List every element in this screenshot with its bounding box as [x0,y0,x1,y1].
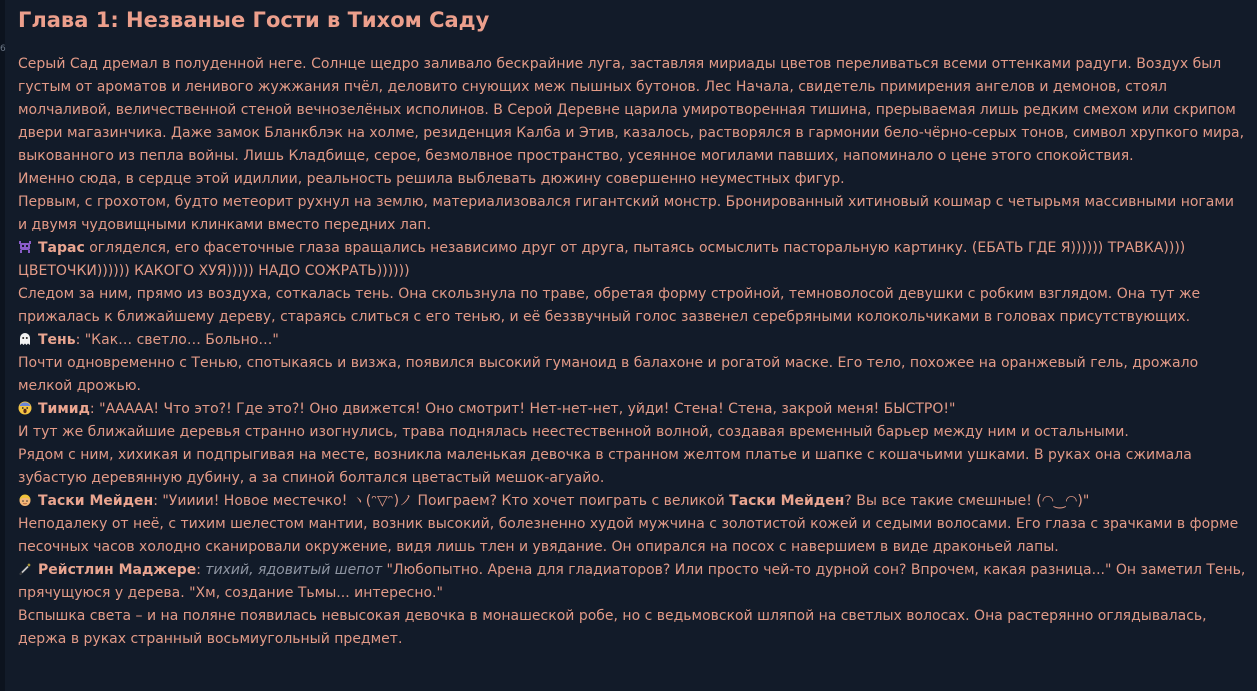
speaker-name: Тимид [38,401,90,417]
left-edge-strip [0,0,5,691]
dialogue-text: : [196,562,206,578]
speaker-name: Таски Мейден [38,493,154,509]
paragraph: Почти одновременно с Тенью, спотыкаясь и визжа, появился высокий гуманоид в балахоне и рогатой маске. Его тело, похожее на оранжевый гель, дрожало мелкой дрожью. [18,355,1199,394]
speaker-name: Тарас [38,240,85,256]
paragraph: Следом за ним, прямо из воздуха, соткалась тень. Она скользнула по траве, обретая форму стройной, темноволосой девушки с робким взглядом. Она тут же прижалась к ближайшему дереву, стараясь слиться с его тенью, и её беззвучный голос зазвенел серебряными колокольчиками в головах присутствующих. [18,286,1201,325]
paragraph: Рядом с ним, хихикая и подпрыгивая на месте, возникла маленькая девочка в странном желтом платье и шапке с кошачьими ушками. В руках она сжимала зубастую деревянную дубину, а за спиной болтался цветастый мешок-агуайо. [18,447,1192,486]
chapter-content [18,0,1246,651]
dialogue-text: : "Как… светло… Больно…" [75,332,279,348]
dialogue-taras [18,237,1246,283]
speaker-name-inline: Таски Мейден [729,493,845,509]
girl-icon [18,493,32,507]
speaker-name: Рейстлин Маджере [38,562,197,578]
dialogue-text: "Любопытно. Арена для гладиаторов? Или просто чей-то дурной сон? Впрочем, какая разница..." Он заметил Тень, прячущуюся у дерева. "Хм, создание Тьмы... интересно." [18,562,1246,601]
paragraph: И тут же ближайшие деревья странно изогнулись, трава поднялась неестественной волной, создавая временный барьер между ним и остальными. [18,424,1129,440]
dialogue-taski [18,490,1246,513]
dialogue-ten [18,329,1246,352]
dialogue-text: ? Вы все такие смешные! (◠‿◠)" [844,493,1090,509]
dialogue-text: : "Уииии! Новое местечко! ヽ(ᵔ▽ᵔ)ノ Поиграем? Кто хочет поиграть с великой [153,493,730,509]
dialogue-reistlin [18,559,1246,605]
paragraph: Именно сюда, в сердце этой идиллии, реальность решила выблевать дюжину совершенно неуместных фигур. [18,171,845,187]
chapter-title: Глава 1: Незваные Гости в Тихом Саду [18,8,490,32]
stage-direction: тихий, ядовитый шепот [205,562,383,578]
dialogue-text: огляделся, его фасеточные глаза вращались независимо друг от друга, пытаясь осмыслить пасторальную картинку. (ЕБАТЬ ГДЕ Я)))))) ТРАВКА)))) ЦВЕТОЧКИ)))))) КАКОГО ХУЯ))))) НАДО СОЖРАТЬ)))))) [18,240,1186,279]
ghost-icon [18,332,32,346]
paragraph: Серый Сад дремал в полуденной неге. Солнце щедро заливало бескрайние луга, заставляя мириады цветов переливаться всеми оттенками радуги. Воздух был густым от ароматов и ленивого жужжания пчёл, деловито снующих меж пышных бутонов. Лес Начала, свидетель примирения ангелов и демонов, стоял молчаливой, величественной стеной вечнозелёных исполинов. В Серой Деревне царила умиротворенная тишина, прерываемая лишь редким смехом или скрипом двери магазинчика. Даже замок Бланкблэк на холме, резиденция Калба и Этив, казалось, растворялся в гармонии бело-чёрно-серых тонов, символ хрупкого мира, выкованного из пепла войны. Лишь Кладбище, серое, безмолвное пространство, усеянное могилами павших, напоминало о цене этого спокойствия. [18,56,1245,164]
paragraph: Неподалеку от неё, с тихим шелестом мантии, возник высокий, болезненно худой мужчина с золотистой кожей и седыми волосами. Его глаза с зрачками в форме песочных часов холодно сканировали окружение, видя лишь тлен и увядание. Он опирался на посох с навершием в виде драконьей лапы. [18,516,1239,555]
space-invader-icon [18,240,32,254]
paragraph: Первым, с грохотом, будто метеорит рухнул на землю, материализовался гигантский монстр. Бронированный хитиновый кошмар с четырьмя массивными ногами и двумя чудовищными клинками вместо передних лап. [18,194,1235,233]
dialogue-text: : "ААААА! Что это?! Где это?! Оно движется! Оно смотрит! Нет-нет-нет, уйди! Стена! Стена, закрой меня! БЫСТРО!" [89,401,956,417]
speaker-name: Тень [38,332,76,348]
magic-wand-icon [18,562,32,576]
paragraph: Вспышка света – и на поляне появилась невысокая девочка в монашеской робе, но с ведьмовской шляпой на светлых волосах. Она растерянно оглядывалась, держа в руках странный восьмиугольный предмет. [18,608,1207,647]
dialogue-timid [18,398,1246,421]
screaming-face-icon [18,401,32,415]
edge-mark: 6 [0,44,6,54]
